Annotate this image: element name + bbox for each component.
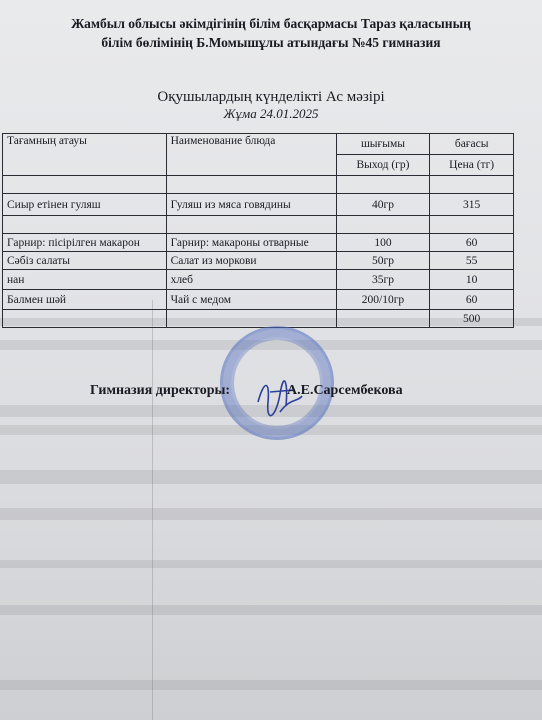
dish-output: 100	[336, 234, 430, 252]
dish-price: 10	[430, 270, 514, 290]
table-row	[3, 252, 514, 270]
dish-kz: Сиыр етінен гуляш	[3, 194, 167, 216]
spacer-row	[3, 216, 514, 234]
dish-ru: Гуляш из мяса говядины	[166, 194, 336, 216]
dish-kz: Балмен шәй	[3, 290, 167, 310]
school-header	[0, 14, 542, 52]
fold-line	[152, 300, 153, 720]
dish-ru: Гарнир: макароны отварные	[166, 234, 336, 252]
header-dish-kz: Тағамның атауы	[3, 134, 167, 176]
director-name: А.Е.Сарсембекова	[287, 383, 403, 398]
dish-kz: Сәбіз салаты	[3, 252, 167, 270]
bleed-through-band	[0, 508, 542, 520]
dish-kz: Гарнир: пісірілген макарон	[3, 234, 167, 252]
header-dish-ru: Наименование блюда	[166, 134, 336, 176]
header-line-1: Жамбыл облысы әкімдігінің білім басқармасы Тараз қаласының	[71, 16, 471, 31]
bleed-through-band	[0, 560, 542, 568]
dish-kz: нан	[3, 270, 167, 290]
dish-output: 40гр	[336, 194, 430, 216]
table-row	[3, 270, 514, 290]
bleed-through-band	[0, 470, 542, 484]
header-output-ru: Выход (гр)	[336, 155, 430, 176]
director-signature	[90, 383, 403, 399]
dish-output: 35гр	[336, 270, 430, 290]
bleed-through-band	[0, 680, 542, 690]
bleed-through-band	[0, 605, 542, 615]
table-header-row	[3, 134, 514, 155]
total-row	[3, 310, 514, 328]
dish-price: 60	[430, 234, 514, 252]
header-output-kz: шығымы	[336, 134, 430, 155]
menu-table	[2, 133, 514, 328]
dish-price: 60	[430, 290, 514, 310]
director-label: Гимназия директоры:	[90, 383, 231, 398]
total-price: 500	[430, 310, 514, 328]
menu-title	[0, 88, 542, 121]
table-row	[3, 194, 514, 216]
dish-ru: Салат из моркови	[166, 252, 336, 270]
dish-ru: хлеб	[166, 270, 336, 290]
spacer-row	[3, 176, 514, 194]
table-row	[3, 290, 514, 310]
dish-output: 200/10гр	[336, 290, 430, 310]
dish-output: 50гр	[336, 252, 430, 270]
header-price-kz: бағасы	[430, 134, 514, 155]
header-line-2: білім бөлімінің Б.Момышұлы атындағы №45 гимназия	[101, 35, 441, 50]
table-row	[3, 234, 514, 252]
menu-date: Жұма 24.01.2025	[223, 106, 319, 121]
dish-ru: Чай с медом	[166, 290, 336, 310]
dish-price: 315	[430, 194, 514, 216]
menu-title-main: Оқушылардың күнделікті Ас мәзірі	[157, 89, 385, 105]
dish-price: 55	[430, 252, 514, 270]
header-price-ru: Цена (тг)	[430, 155, 514, 176]
